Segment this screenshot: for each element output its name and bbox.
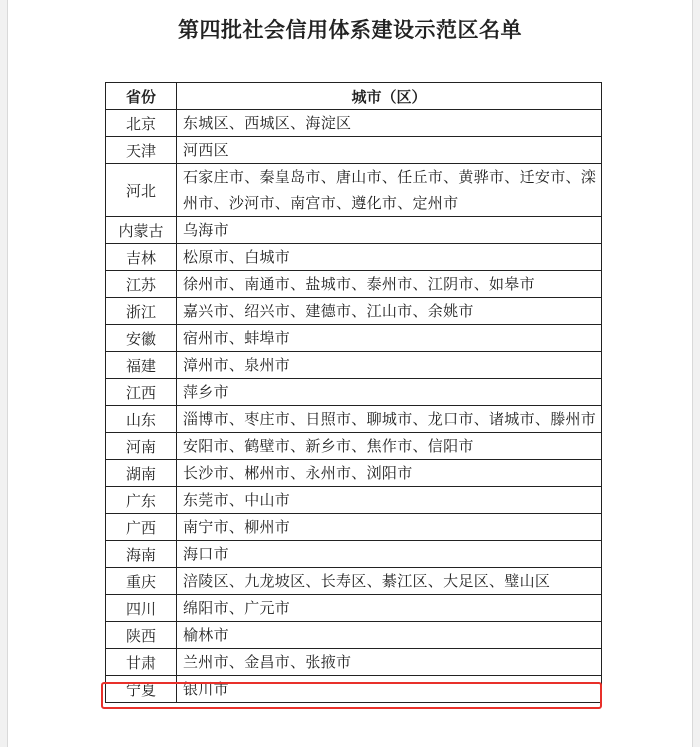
table-row bbox=[106, 217, 602, 244]
table-row bbox=[106, 460, 602, 487]
province-cell: 重庆 bbox=[106, 568, 177, 595]
city-cell: 石家庄市、秦皇岛市、唐山市、任丘市、黄骅市、迁安市、滦州市、沙河市、南宫市、遵化市、定州市 bbox=[177, 164, 602, 217]
province-cell: 河北 bbox=[106, 164, 177, 217]
city-cell: 榆林市 bbox=[177, 622, 602, 649]
province-cell: 福建 bbox=[106, 352, 177, 379]
city-cell: 河西区 bbox=[177, 137, 602, 164]
table-row bbox=[106, 649, 602, 676]
province-cell: 甘肃 bbox=[106, 649, 177, 676]
table-row bbox=[106, 325, 602, 352]
province-cell: 广西 bbox=[106, 514, 177, 541]
province-cell: 广东 bbox=[106, 487, 177, 514]
city-cell: 漳州市、泉州市 bbox=[177, 352, 602, 379]
province-cell: 北京 bbox=[106, 110, 177, 137]
table-row bbox=[106, 244, 602, 271]
province-cell: 河南 bbox=[106, 433, 177, 460]
table-row bbox=[106, 487, 602, 514]
city-cell: 萍乡市 bbox=[177, 379, 602, 406]
table-row bbox=[106, 541, 602, 568]
province-cell: 江西 bbox=[106, 379, 177, 406]
table-row bbox=[106, 352, 602, 379]
table-row bbox=[106, 433, 602, 460]
province-cell: 陕西 bbox=[106, 622, 177, 649]
city-cell: 乌海市 bbox=[177, 217, 602, 244]
province-cell: 江苏 bbox=[106, 271, 177, 298]
table-row bbox=[106, 110, 602, 137]
province-cell: 天津 bbox=[106, 137, 177, 164]
province-cell: 湖南 bbox=[106, 460, 177, 487]
table-row bbox=[106, 676, 602, 703]
city-cell: 绵阳市、广元市 bbox=[177, 595, 602, 622]
table-row bbox=[106, 298, 602, 325]
table-row bbox=[106, 568, 602, 595]
document-title: 第四批社会信用体系建设示范区名单 bbox=[178, 17, 522, 42]
province-cell: 宁夏 bbox=[106, 676, 177, 703]
table-row bbox=[106, 514, 602, 541]
city-cell: 安阳市、鹤壁市、新乡市、焦作市、信阳市 bbox=[177, 433, 602, 460]
city-cell: 松原市、白城市 bbox=[177, 244, 602, 271]
province-cell: 浙江 bbox=[106, 298, 177, 325]
city-cell: 涪陵区、九龙坡区、长寿区、綦江区、大足区、璧山区 bbox=[177, 568, 602, 595]
province-cell: 吉林 bbox=[106, 244, 177, 271]
demonstration-zone-table bbox=[105, 82, 602, 703]
city-cell: 南宁市、柳州市 bbox=[177, 514, 602, 541]
city-cell: 长沙市、郴州市、永州市、浏阳市 bbox=[177, 460, 602, 487]
document-page bbox=[7, 0, 693, 747]
table-row bbox=[106, 595, 602, 622]
city-cell: 徐州市、南通市、盐城市、泰州市、江阴市、如皋市 bbox=[177, 271, 602, 298]
city-cell: 海口市 bbox=[177, 541, 602, 568]
table-row bbox=[106, 137, 602, 164]
table-row bbox=[106, 379, 602, 406]
province-cell: 海南 bbox=[106, 541, 177, 568]
city-cell: 东莞市、中山市 bbox=[177, 487, 602, 514]
city-cell: 宿州市、蚌埠市 bbox=[177, 325, 602, 352]
table-row bbox=[106, 271, 602, 298]
header-province: 省份 bbox=[106, 83, 177, 110]
city-cell: 嘉兴市、绍兴市、建德市、江山市、余姚市 bbox=[177, 298, 602, 325]
table-row bbox=[106, 622, 602, 649]
city-cell: 银川市 bbox=[177, 676, 602, 703]
city-cell: 东城区、西城区、海淀区 bbox=[177, 110, 602, 137]
table-row bbox=[106, 164, 602, 217]
province-cell: 四川 bbox=[106, 595, 177, 622]
table-row bbox=[106, 406, 602, 433]
province-cell: 内蒙古 bbox=[106, 217, 177, 244]
table-header-row bbox=[106, 83, 602, 110]
province-cell: 安徽 bbox=[106, 325, 177, 352]
city-cell: 淄博市、枣庄市、日照市、聊城市、龙口市、诸城市、滕州市 bbox=[177, 406, 602, 433]
header-city: 城市（区） bbox=[177, 83, 602, 110]
city-cell: 兰州市、金昌市、张掖市 bbox=[177, 649, 602, 676]
province-cell: 山东 bbox=[106, 406, 177, 433]
